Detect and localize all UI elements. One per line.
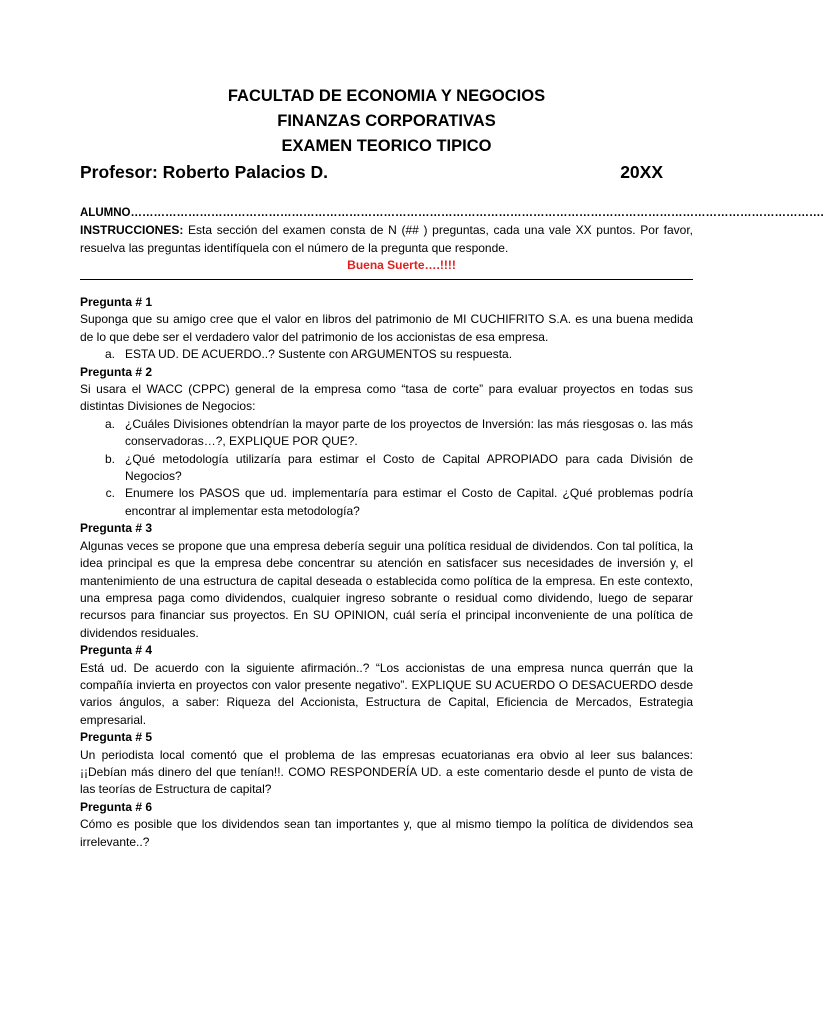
question-title: Pregunta # 2 [80, 364, 153, 379]
sub-question-marker: b. [104, 451, 115, 466]
exam-page [80, 84, 824, 851]
question-title: Pregunta # 3 [80, 521, 153, 536]
header-divider [80, 279, 693, 280]
question-text: Algunas veces se propone que una empresa debería seguir una política residual de dividendos. Con tal política, la idea principal es que la empresa debe concentrar su atención en satisfacer sus necesidades de inversión y, el mantenimiento de una estructura de capital deseada o establecida como política de la empresa. En este contexto, una empresa paga como dividendos, cualquier ingreso sobrante o residual como dividendo, luego de separar recursos para financiar sus proyectos. En SU OPINION, cuál sería el principal inconveniente de una política de dividendos residuales. [80, 538, 693, 640]
sub-question-text: ¿Cuáles Divisiones obtendrían la mayor parte de los proyectos de Inversión: las más riesgosas o. las más conservadoras…?, EXPLIQUE POR QUE?. [125, 416, 693, 449]
faculty-title: FACULTAD DE ECONOMIA Y NEGOCIOS [227, 87, 546, 105]
professor-name: Profesor: Roberto Palacios D. [80, 162, 328, 182]
sub-question-list [80, 346, 693, 363]
question-text: Un periodista local comentó que el problema de las empresas ecuatorianas era obvio al leer sus balances: ¡¡Debían más dinero del que tenían!!. COMO RESPONDERÍA UD. a este comentario desde el punto de vista de las teorías de Estructura de capital? [80, 747, 693, 797]
exam-title: EXAMEN TEORICO TIPICO [281, 137, 492, 155]
question-text: Cómo es posible que los dividendos sean tan importantes y, que al mismo tiempo la política de dividendos sea irrelevante..? [80, 817, 693, 849]
sub-question [80, 346, 693, 363]
sub-question-marker: c. [105, 486, 115, 501]
question-title: Pregunta # 1 [80, 295, 153, 309]
question-title: Pregunta # 6 [80, 799, 153, 814]
question-text: Está ud. De acuerdo con la siguiente afirmación..? “Los accionistas de una empresa nunca querrán que la compañía invierta en proyectos con valor presente negativo”. EXPLIQUE SU ACUERDO O DESACUERDO desde varios ángulos, a saber: Riqueza del Accionista, Estructura de Capital, Eficiencia de Mercados, Estrategia empresarial. [80, 660, 693, 727]
student-name-line: ALUMNO………………………………………………………………………………………………………………………………………………………………. [80, 207, 824, 219]
question-block [80, 642, 693, 729]
instructions [80, 221, 693, 257]
question-text: Suponga que su amigo cree que el valor en libros del patrimonio de MI CUCHIFRITO S.A. es una buena medida de lo que debe ser el verdadero valor del patrimonio de los accionistas de esa empresa. [80, 312, 693, 344]
instructions-text: Esta sección del examen consta de N (## ) preguntas, cada una vale XX puntos. Por favor, resuelva las preguntas identifíquela con el número de la pregunta que responde. [80, 223, 693, 255]
professor-line [80, 160, 693, 185]
sub-question-marker: a. [104, 347, 115, 362]
question-block [80, 364, 693, 521]
question-block [80, 520, 693, 642]
sub-question [80, 485, 693, 520]
question-text: Si usara el WACC (CPPC) general de la empresa como “tasa de corte” para evaluar proyectos en todas sus distintas Divisiones de Negocios: [80, 382, 693, 414]
instructions-label: INSTRUCCIONES: [80, 223, 184, 237]
sub-question-text: Enumere los PASOS que ud. implementaría para estimar el Costo de Capital. ¿Qué problemas podría encontrar al implementar esta metodología? [125, 486, 693, 518]
questions-list [80, 294, 693, 851]
question-title: Pregunta # 5 [80, 730, 153, 745]
sub-question-marker: a. [104, 416, 115, 431]
sub-question [80, 416, 693, 451]
exam-year: 20XX [620, 162, 663, 182]
question-block [80, 294, 693, 364]
good-luck-message: Buena Suerte….!!!! [347, 258, 456, 272]
question-block [80, 799, 693, 851]
sub-question-text: ESTA UD. DE ACUERDO..? Sustente con ARGUMENTOS su respuesta. [125, 347, 513, 362]
course-title: FINANZAS CORPORATIVAS [277, 112, 496, 130]
question-block [80, 729, 693, 799]
sub-question [80, 451, 693, 486]
sub-question-list [80, 416, 693, 520]
question-title: Pregunta # 4 [80, 643, 153, 658]
sub-question-text: ¿Qué metodología utilizaría para estimar el Costo de Capital APROPIADO para cada División de Negocios? [125, 451, 693, 484]
